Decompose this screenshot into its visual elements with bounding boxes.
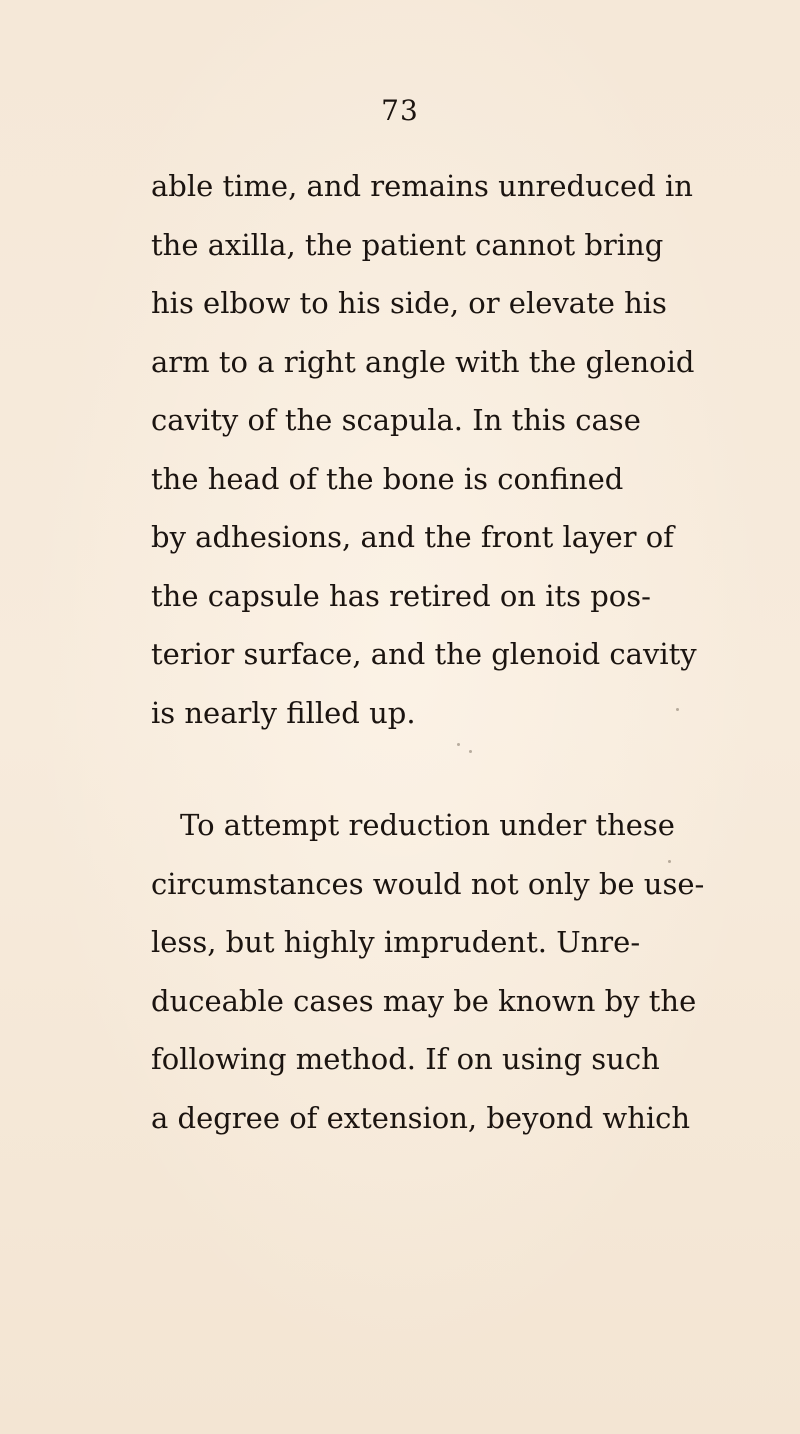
text-line: following method. If on using such bbox=[151, 1042, 660, 1076]
text-line: the axilla, the patient cannot bring bbox=[151, 227, 664, 262]
paper-speck bbox=[457, 743, 460, 746]
text-line: the head of the bone is confined bbox=[151, 461, 624, 496]
text-line: duceable cases may be known by the bbox=[151, 983, 697, 1018]
text-line: a degree of extension, beyond which bbox=[151, 1100, 691, 1135]
text-line: the capsule has retired on its pos- bbox=[151, 578, 651, 613]
text-line: To attempt reduction under these bbox=[180, 808, 675, 842]
paper-speck bbox=[676, 708, 679, 711]
text-line: arm to a right angle with the glenoid bbox=[151, 344, 695, 379]
text-line: cavity of the scapula. In this case bbox=[151, 403, 641, 437]
paper-speck bbox=[668, 860, 671, 863]
paragraph-2 bbox=[151, 796, 705, 1147]
text-line: his elbow to his side, or elevate his bbox=[151, 286, 667, 320]
text-line: terior surface, and the glenoid cavity bbox=[151, 637, 697, 671]
page-number: 73 bbox=[381, 94, 419, 127]
text-line: by adhesions, and the front layer of bbox=[151, 520, 674, 554]
text-line: circumstances would not only be use- bbox=[151, 866, 705, 901]
text-line: able time, and remains unreduced in bbox=[151, 169, 693, 203]
paragraph-1 bbox=[151, 157, 697, 742]
text-line: is nearly filled up. bbox=[151, 695, 416, 730]
text-line: less, but highly imprudent. Unre- bbox=[151, 925, 641, 959]
paper-speck bbox=[469, 750, 472, 753]
